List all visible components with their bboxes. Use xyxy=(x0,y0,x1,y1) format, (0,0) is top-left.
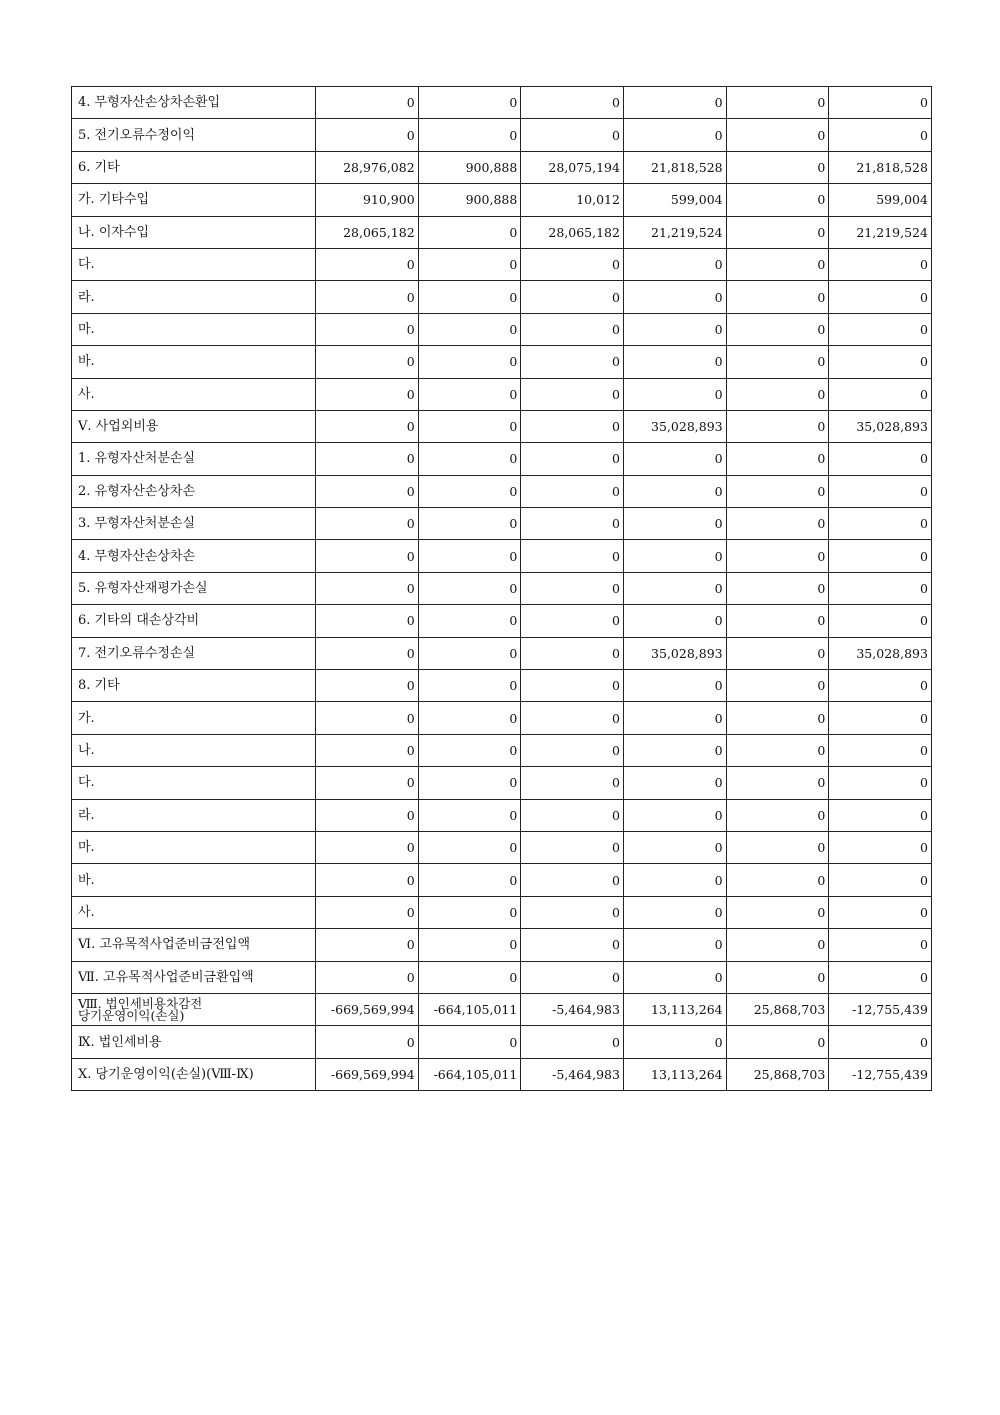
table-row xyxy=(72,378,932,410)
row-label: Ⅶ. 고유목적사업준비금환입액 xyxy=(72,961,316,993)
value-cell: 0 xyxy=(316,637,419,669)
value-cell: 0 xyxy=(726,864,829,896)
value-cell: 0 xyxy=(726,475,829,507)
row-label xyxy=(72,993,316,1025)
row-label: 6. 기타의 대손상각비 xyxy=(72,605,316,637)
row-label: 바. xyxy=(72,864,316,896)
value-cell: 0 xyxy=(829,248,932,280)
value-cell: 0 xyxy=(316,670,419,702)
value-cell: 0 xyxy=(418,961,521,993)
value-cell: 0 xyxy=(316,1026,419,1058)
value-cell: 0 xyxy=(829,443,932,475)
table-row xyxy=(72,410,932,442)
row-label: 라. xyxy=(72,281,316,313)
value-cell: 0 xyxy=(726,378,829,410)
row-label: Ⅸ. 법인세비용 xyxy=(72,1026,316,1058)
row-label: 사. xyxy=(72,378,316,410)
value-cell: 0 xyxy=(623,475,726,507)
value-cell: 0 xyxy=(829,831,932,863)
value-cell: 0 xyxy=(829,670,932,702)
value-cell: 0 xyxy=(418,410,521,442)
value-cell: 0 xyxy=(521,702,624,734)
value-cell: 0 xyxy=(418,572,521,604)
value-cell: 0 xyxy=(521,313,624,345)
row-label: 5. 전기오류수정이익 xyxy=(72,119,316,151)
value-cell: 0 xyxy=(418,896,521,928)
table-row xyxy=(72,151,932,183)
row-label: 4. 무형자산손상차손 xyxy=(72,540,316,572)
table-row xyxy=(72,572,932,604)
value-cell: 900,888 xyxy=(418,184,521,216)
value-cell: 0 xyxy=(623,540,726,572)
value-cell: 900,888 xyxy=(418,151,521,183)
value-cell: 0 xyxy=(316,864,419,896)
value-cell: 0 xyxy=(829,864,932,896)
value-cell: 0 xyxy=(623,929,726,961)
value-cell: 10,012 xyxy=(521,184,624,216)
value-cell: 0 xyxy=(623,87,726,119)
value-cell: 0 xyxy=(316,896,419,928)
value-cell: 0 xyxy=(418,734,521,766)
value-cell: 35,028,893 xyxy=(623,410,726,442)
value-cell: 0 xyxy=(521,346,624,378)
table-row xyxy=(72,248,932,280)
value-cell: 0 xyxy=(418,864,521,896)
value-cell: 0 xyxy=(726,346,829,378)
table-row xyxy=(72,670,932,702)
value-cell: 0 xyxy=(623,864,726,896)
value-cell: 0 xyxy=(726,443,829,475)
value-cell: 0 xyxy=(623,799,726,831)
row-label: 다. xyxy=(72,248,316,280)
value-cell: 0 xyxy=(726,1026,829,1058)
value-cell: 0 xyxy=(418,831,521,863)
value-cell: 0 xyxy=(418,313,521,345)
value-cell: 0 xyxy=(521,281,624,313)
table-row xyxy=(72,993,932,1025)
value-cell: 0 xyxy=(418,248,521,280)
value-cell: 0 xyxy=(316,508,419,540)
value-cell: 0 xyxy=(316,767,419,799)
value-cell: 0 xyxy=(829,767,932,799)
value-cell: 599,004 xyxy=(829,184,932,216)
value-cell: 0 xyxy=(418,767,521,799)
row-label: 나. xyxy=(72,734,316,766)
value-cell: 0 xyxy=(726,702,829,734)
value-cell: -12,755,439 xyxy=(829,993,932,1025)
value-cell: 0 xyxy=(726,540,829,572)
value-cell: 25,868,703 xyxy=(726,993,829,1025)
table-row xyxy=(72,961,932,993)
table-row xyxy=(72,864,932,896)
value-cell: 0 xyxy=(316,410,419,442)
value-cell: 0 xyxy=(829,605,932,637)
value-cell: 0 xyxy=(726,184,829,216)
value-cell: 0 xyxy=(418,281,521,313)
value-cell: 910,900 xyxy=(316,184,419,216)
value-cell: 0 xyxy=(726,572,829,604)
row-label: Ⅴ. 사업외비용 xyxy=(72,410,316,442)
value-cell: 0 xyxy=(623,119,726,151)
value-cell: 0 xyxy=(829,896,932,928)
value-cell: 0 xyxy=(623,767,726,799)
value-cell: 0 xyxy=(726,767,829,799)
value-cell: 0 xyxy=(521,799,624,831)
value-cell: 0 xyxy=(521,734,624,766)
value-cell: 0 xyxy=(829,346,932,378)
value-cell: 0 xyxy=(623,346,726,378)
row-label-line: Ⅷ. 법인세비용차감전 xyxy=(78,995,203,1011)
value-cell: 0 xyxy=(726,734,829,766)
value-cell: 0 xyxy=(726,119,829,151)
value-cell: 0 xyxy=(418,346,521,378)
value-cell: 0 xyxy=(623,508,726,540)
value-cell: 0 xyxy=(316,475,419,507)
row-label: 바. xyxy=(72,346,316,378)
value-cell: 0 xyxy=(726,670,829,702)
value-cell: -12,755,439 xyxy=(829,1058,932,1090)
value-cell: 0 xyxy=(418,702,521,734)
table-row xyxy=(72,605,932,637)
row-label: Ⅹ. 당기운영이익(손실)(Ⅷ-Ⅸ) xyxy=(72,1058,316,1090)
value-cell: 0 xyxy=(623,281,726,313)
table-row xyxy=(72,929,932,961)
value-cell: 13,113,264 xyxy=(623,1058,726,1090)
value-cell: 0 xyxy=(521,475,624,507)
value-cell: 0 xyxy=(521,248,624,280)
value-cell: 28,065,182 xyxy=(521,216,624,248)
row-label: 가. xyxy=(72,702,316,734)
value-cell: 0 xyxy=(316,605,419,637)
row-label: 5. 유형자산재평가손실 xyxy=(72,572,316,604)
value-cell: 0 xyxy=(829,313,932,345)
value-cell: 0 xyxy=(418,443,521,475)
row-label: 다. xyxy=(72,767,316,799)
value-cell: 0 xyxy=(521,929,624,961)
table-row xyxy=(72,313,932,345)
value-cell: 0 xyxy=(418,378,521,410)
table-row xyxy=(72,896,932,928)
row-label: 마. xyxy=(72,831,316,863)
value-cell: 0 xyxy=(418,1026,521,1058)
value-cell: 0 xyxy=(316,119,419,151)
table-row xyxy=(72,702,932,734)
value-cell: 0 xyxy=(623,1026,726,1058)
value-cell: 35,028,893 xyxy=(829,410,932,442)
value-cell: 0 xyxy=(829,119,932,151)
table-row xyxy=(72,119,932,151)
value-cell: 0 xyxy=(829,508,932,540)
value-cell: 0 xyxy=(521,831,624,863)
table-row xyxy=(72,540,932,572)
value-cell: 0 xyxy=(726,605,829,637)
value-cell: 35,028,893 xyxy=(623,637,726,669)
value-cell: 0 xyxy=(316,540,419,572)
value-cell: 0 xyxy=(316,929,419,961)
value-cell: 0 xyxy=(316,346,419,378)
value-cell: 0 xyxy=(623,702,726,734)
value-cell: 0 xyxy=(521,87,624,119)
value-cell: -664,105,011 xyxy=(418,993,521,1025)
row-label: 라. xyxy=(72,799,316,831)
value-cell: 0 xyxy=(726,831,829,863)
table-row xyxy=(72,767,932,799)
row-label: 7. 전기오류수정손실 xyxy=(72,637,316,669)
value-cell: 0 xyxy=(521,1026,624,1058)
value-cell: 0 xyxy=(418,540,521,572)
value-cell: 21,219,524 xyxy=(829,216,932,248)
table-row xyxy=(72,637,932,669)
value-cell: 0 xyxy=(521,637,624,669)
table-row xyxy=(72,734,932,766)
value-cell: 0 xyxy=(623,831,726,863)
row-label: 가. 기타수입 xyxy=(72,184,316,216)
value-cell: -5,464,983 xyxy=(521,993,624,1025)
table-row xyxy=(72,799,932,831)
row-label: 6. 기타 xyxy=(72,151,316,183)
value-cell: 0 xyxy=(726,410,829,442)
value-cell: 0 xyxy=(418,475,521,507)
value-cell: 28,976,082 xyxy=(316,151,419,183)
row-label: 나. 이자수입 xyxy=(72,216,316,248)
value-cell: 0 xyxy=(623,378,726,410)
value-cell: 0 xyxy=(316,831,419,863)
value-cell: 0 xyxy=(829,799,932,831)
value-cell: 0 xyxy=(521,864,624,896)
value-cell: 35,028,893 xyxy=(829,637,932,669)
table-row xyxy=(72,508,932,540)
value-cell: 0 xyxy=(829,378,932,410)
table-row xyxy=(72,1058,932,1090)
value-cell: 0 xyxy=(726,87,829,119)
table-row xyxy=(72,216,932,248)
row-label: Ⅵ. 고유목적사업준비금전입액 xyxy=(72,929,316,961)
value-cell: 0 xyxy=(521,572,624,604)
table-row xyxy=(72,475,932,507)
value-cell: 0 xyxy=(418,670,521,702)
table-row xyxy=(72,1026,932,1058)
value-cell: 0 xyxy=(829,929,932,961)
value-cell: 0 xyxy=(316,87,419,119)
table-row xyxy=(72,346,932,378)
value-cell: -669,569,994 xyxy=(316,993,419,1025)
value-cell: 0 xyxy=(521,767,624,799)
value-cell: 0 xyxy=(726,248,829,280)
value-cell: 0 xyxy=(829,702,932,734)
row-label: 마. xyxy=(72,313,316,345)
financial-table xyxy=(71,86,932,1091)
value-cell: 0 xyxy=(829,572,932,604)
value-cell: 0 xyxy=(521,605,624,637)
value-cell: 0 xyxy=(623,670,726,702)
value-cell: 0 xyxy=(418,216,521,248)
value-cell: 0 xyxy=(726,216,829,248)
value-cell: 0 xyxy=(726,896,829,928)
value-cell: 28,065,182 xyxy=(316,216,419,248)
row-label: 사. xyxy=(72,896,316,928)
value-cell: 0 xyxy=(316,734,419,766)
value-cell: 0 xyxy=(521,508,624,540)
value-cell: 0 xyxy=(418,87,521,119)
value-cell: 0 xyxy=(829,87,932,119)
value-cell: 0 xyxy=(726,637,829,669)
value-cell: 0 xyxy=(623,961,726,993)
value-cell: 0 xyxy=(521,443,624,475)
value-cell: 0 xyxy=(623,248,726,280)
value-cell: 0 xyxy=(418,929,521,961)
value-cell: 0 xyxy=(521,961,624,993)
value-cell: 0 xyxy=(726,508,829,540)
value-cell: 0 xyxy=(726,799,829,831)
value-cell: 0 xyxy=(316,313,419,345)
value-cell: 0 xyxy=(521,119,624,151)
table-body xyxy=(72,87,932,1091)
row-label: 3. 무형자산처분손실 xyxy=(72,508,316,540)
value-cell: 0 xyxy=(726,313,829,345)
row-label: 2. 유형자산손상차손 xyxy=(72,475,316,507)
value-cell: 0 xyxy=(623,443,726,475)
value-cell: 0 xyxy=(623,896,726,928)
row-label: 8. 기타 xyxy=(72,670,316,702)
value-cell: 0 xyxy=(623,734,726,766)
value-cell: 0 xyxy=(316,248,419,280)
value-cell: 0 xyxy=(829,1026,932,1058)
value-cell: 0 xyxy=(316,443,419,475)
value-cell: 0 xyxy=(418,799,521,831)
value-cell: 0 xyxy=(829,734,932,766)
table-row xyxy=(72,184,932,216)
value-cell: 13,113,264 xyxy=(623,993,726,1025)
value-cell: 0 xyxy=(316,572,419,604)
value-cell: 0 xyxy=(521,540,624,572)
value-cell: 0 xyxy=(829,540,932,572)
value-cell: 0 xyxy=(521,378,624,410)
value-cell: 0 xyxy=(829,961,932,993)
value-cell: 0 xyxy=(829,281,932,313)
value-cell: -669,569,994 xyxy=(316,1058,419,1090)
value-cell: 0 xyxy=(316,378,419,410)
value-cell: 0 xyxy=(726,929,829,961)
value-cell: 25,868,703 xyxy=(726,1058,829,1090)
value-cell: 0 xyxy=(418,508,521,540)
row-label: 4. 무형자산손상차손환입 xyxy=(72,87,316,119)
value-cell: 0 xyxy=(316,281,419,313)
value-cell: 0 xyxy=(623,313,726,345)
table-row xyxy=(72,281,932,313)
value-cell: 0 xyxy=(418,119,521,151)
value-cell: 21,818,528 xyxy=(623,151,726,183)
value-cell: 0 xyxy=(316,961,419,993)
value-cell: 0 xyxy=(418,605,521,637)
value-cell: -5,464,983 xyxy=(521,1058,624,1090)
value-cell: 21,818,528 xyxy=(829,151,932,183)
value-cell: 0 xyxy=(316,799,419,831)
value-cell: 0 xyxy=(623,572,726,604)
value-cell: 28,075,194 xyxy=(521,151,624,183)
value-cell: 0 xyxy=(829,475,932,507)
value-cell: 0 xyxy=(623,605,726,637)
table-row xyxy=(72,87,932,119)
value-cell: -664,105,011 xyxy=(418,1058,521,1090)
value-cell: 0 xyxy=(521,670,624,702)
value-cell: 0 xyxy=(521,896,624,928)
value-cell: 21,219,524 xyxy=(623,216,726,248)
value-cell: 0 xyxy=(521,410,624,442)
table-row xyxy=(72,443,932,475)
value-cell: 0 xyxy=(726,281,829,313)
value-cell: 599,004 xyxy=(623,184,726,216)
row-label: 1. 유형자산처분손실 xyxy=(72,443,316,475)
row-label-line: 당기운영이익(손실) xyxy=(78,1007,185,1023)
value-cell: 0 xyxy=(418,637,521,669)
table-row xyxy=(72,831,932,863)
value-cell: 0 xyxy=(726,151,829,183)
value-cell: 0 xyxy=(316,702,419,734)
value-cell: 0 xyxy=(726,961,829,993)
